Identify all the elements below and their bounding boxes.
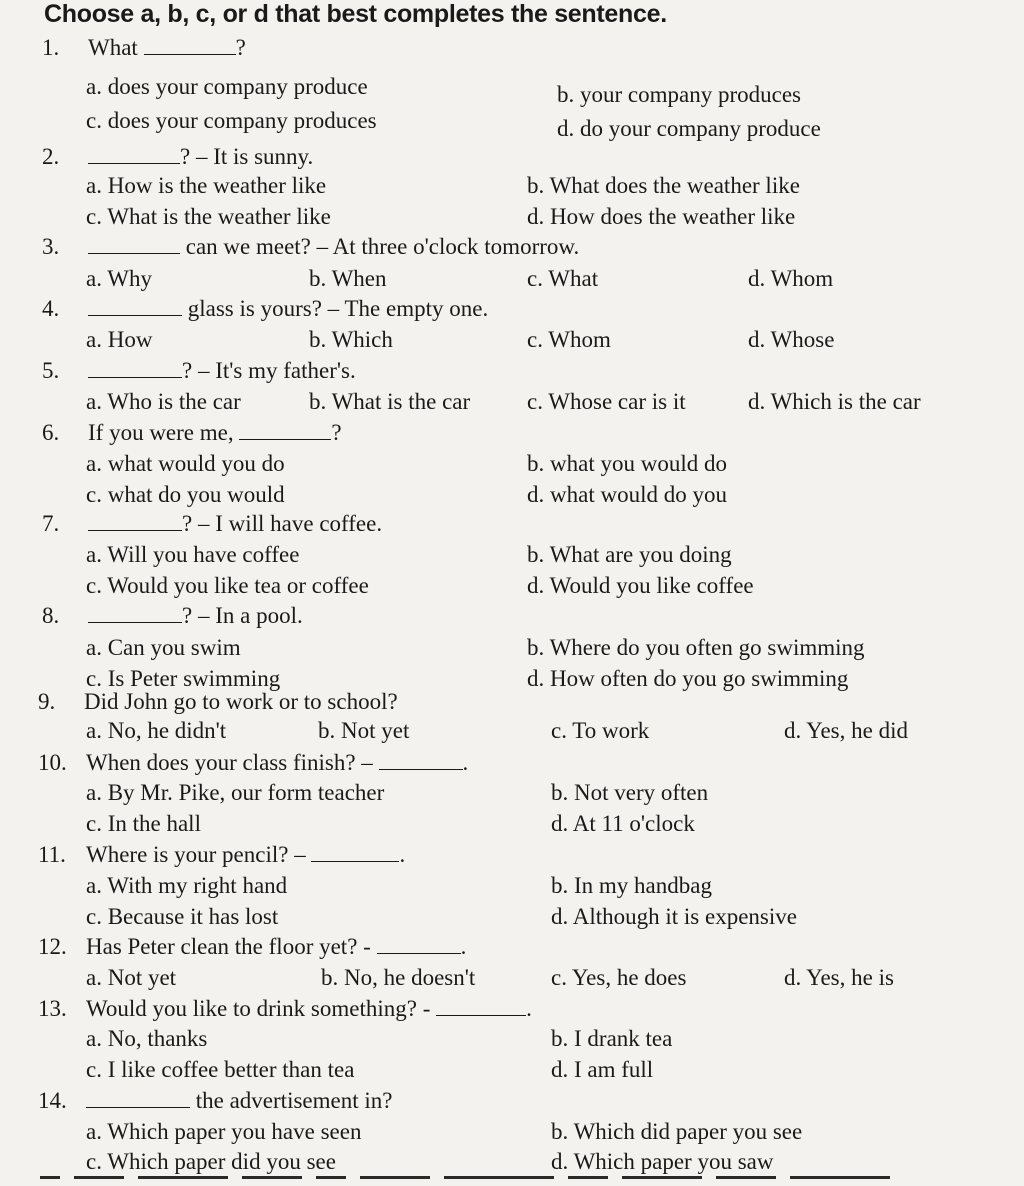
question-number: 1.: [42, 35, 60, 60]
question-6: [42, 419, 342, 447]
option-a: a. How: [86, 327, 153, 352]
answer-blank: [377, 935, 461, 954]
answer-blank: [379, 751, 463, 770]
question-text-after-blank: .: [526, 996, 532, 1021]
question-12: [38, 933, 466, 961]
question-text: What: [88, 35, 144, 60]
question-number: 4.: [42, 296, 60, 321]
question-4: [42, 295, 488, 323]
answer-blank: [311, 843, 399, 862]
cut-off-next-line: [40, 1176, 980, 1186]
option-b: b. Where do you often go swimming: [527, 635, 865, 660]
question-number: 2.: [42, 144, 60, 169]
question-text: When does your class finish? –: [86, 750, 379, 775]
question-number: 7.: [42, 511, 60, 536]
question-text: Has Peter clean the floor yet? -: [86, 934, 377, 959]
option-a: a. Will you have coffee: [86, 542, 300, 567]
question-13: [38, 995, 532, 1023]
option-d: d. How does the weather like: [527, 204, 796, 229]
question-5: [42, 357, 356, 385]
question-number: 12.: [38, 934, 67, 959]
option-a: a. Which paper you have seen: [86, 1119, 362, 1144]
question-text: If you were me,: [88, 420, 240, 445]
option-c: c. what do you would: [86, 482, 285, 507]
answer-blank: [239, 421, 331, 440]
question-text-after-blank: .: [399, 842, 406, 867]
option-a: a. Can you swim: [86, 635, 241, 660]
option-c: c. Whom: [527, 327, 611, 352]
option-d: d. Which is the car: [748, 389, 921, 414]
option-d: d. At 11 o'clock: [551, 811, 695, 836]
option-a: a. How is the weather like: [86, 173, 327, 198]
option-c: c. To work: [551, 718, 650, 743]
option-c: c. Yes, he does: [551, 965, 687, 990]
answer-blank: [144, 36, 236, 55]
question-8: [42, 602, 303, 630]
option-b: b. Which: [309, 327, 393, 352]
option-c: c. Which paper did you see: [86, 1149, 336, 1174]
question-1: [42, 34, 246, 62]
answer-blank: [88, 235, 180, 254]
option-c: c. Whose car is it: [527, 389, 686, 414]
question-text-after-blank: ?: [331, 420, 342, 445]
answer-blank: [88, 297, 182, 316]
question-10: [38, 749, 468, 777]
question-text-after-blank: the advertisement in?: [190, 1088, 393, 1113]
answer-blank: [88, 604, 182, 623]
option-a: a. No, he didn't: [86, 718, 227, 743]
option-c: c. Would you like tea or coffee: [86, 573, 369, 598]
option-b: b. What is the car: [309, 389, 471, 414]
question-number: 13.: [38, 996, 67, 1021]
question-number: 5.: [42, 358, 60, 383]
instructions-heading: Choose a, b, c, or d that best completes the sentence.: [44, 0, 667, 28]
option-d: d. do your company produce: [557, 116, 821, 141]
option-b: b. Not yet: [318, 718, 410, 743]
option-d: d. Which paper you saw: [551, 1149, 774, 1174]
question-text-after-blank: ? – In a pool.: [182, 603, 303, 628]
question-text-after-blank: ?: [235, 35, 246, 60]
option-d: d. Although it is expensive: [551, 904, 797, 929]
answer-blank: [88, 145, 180, 164]
option-d: d. Would you like coffee: [527, 573, 754, 598]
option-c: c. Because it has lost: [86, 904, 279, 929]
answer-blank: [436, 997, 526, 1016]
option-d: d. Whom: [748, 266, 834, 291]
question-14: [38, 1087, 392, 1115]
question-text: Did John go to work or to school?: [84, 689, 398, 714]
question-number: 14.: [38, 1088, 67, 1113]
option-d: d. Yes, he did: [784, 718, 908, 743]
option-c: c. I like coffee better than tea: [86, 1057, 355, 1082]
answer-blank: [88, 512, 182, 531]
option-b: b. What are you doing: [527, 542, 732, 567]
question-text-after-blank: ? – I will have coffee.: [182, 511, 383, 536]
option-b: b. Which did paper you see: [551, 1119, 803, 1144]
option-b: b. what you would do: [527, 451, 727, 476]
option-a: a. what would you do: [86, 451, 285, 476]
option-d: d. Whose: [748, 327, 835, 352]
option-b: b. What does the weather like: [527, 173, 800, 198]
option-c: c. does your company produces: [86, 108, 377, 133]
question-number: 3.: [42, 234, 60, 259]
option-b: b. your company produces: [557, 82, 801, 107]
option-b: b. I drank tea: [551, 1026, 673, 1051]
option-c: c. In the hall: [86, 811, 201, 836]
question-text-after-blank: can we meet? – At three o'clock tomorrow.: [180, 234, 580, 259]
option-b: b. When: [309, 266, 387, 291]
question-text-after-blank: ? – It is sunny.: [180, 144, 314, 169]
question-text-after-blank: .: [460, 934, 467, 959]
option-d: d. Yes, he is: [784, 965, 894, 990]
question-text: Where is your pencil? –: [86, 842, 312, 867]
option-a: a. Who is the car: [86, 389, 241, 414]
question-7: [42, 510, 382, 538]
option-a: a. By Mr. Pike, our form teacher: [86, 780, 385, 805]
question-9: [38, 688, 398, 716]
question-number: 9.: [38, 689, 56, 714]
option-c: c. Is Peter swimming: [86, 666, 281, 691]
question-text: Would you like to drink something? -: [86, 996, 437, 1021]
option-b: b. In my handbag: [551, 873, 712, 898]
option-a: a. does your company produce: [86, 74, 368, 99]
question-number: 6.: [42, 420, 60, 445]
question-text-after-blank: .: [462, 750, 469, 775]
option-c: c. What is the weather like: [86, 204, 331, 229]
option-c: c. What: [527, 266, 599, 291]
option-d: d. I am full: [551, 1057, 654, 1082]
option-d: d. what would do you: [527, 482, 727, 507]
option-a: a. Not yet: [86, 965, 177, 990]
option-a: a. With my right hand: [86, 873, 288, 898]
question-11: [38, 841, 405, 869]
option-d: d. How often do you go swimming: [527, 666, 849, 691]
option-b: b. Not very often: [551, 780, 709, 805]
option-a: a. No, thanks: [86, 1026, 208, 1051]
question-number: 8.: [42, 603, 60, 628]
option-b: b. No, he doesn't: [321, 965, 476, 990]
question-number: 11.: [38, 842, 66, 867]
answer-blank: [86, 1089, 190, 1108]
question-2: [42, 143, 313, 171]
question-number: 10.: [38, 750, 67, 775]
question-text-after-blank: ? – It's my father's.: [182, 358, 356, 383]
question-text-after-blank: glass is yours? – The empty one.: [182, 296, 489, 321]
option-a: a. Why: [86, 266, 153, 291]
answer-blank: [88, 359, 182, 378]
question-3: [42, 233, 579, 261]
